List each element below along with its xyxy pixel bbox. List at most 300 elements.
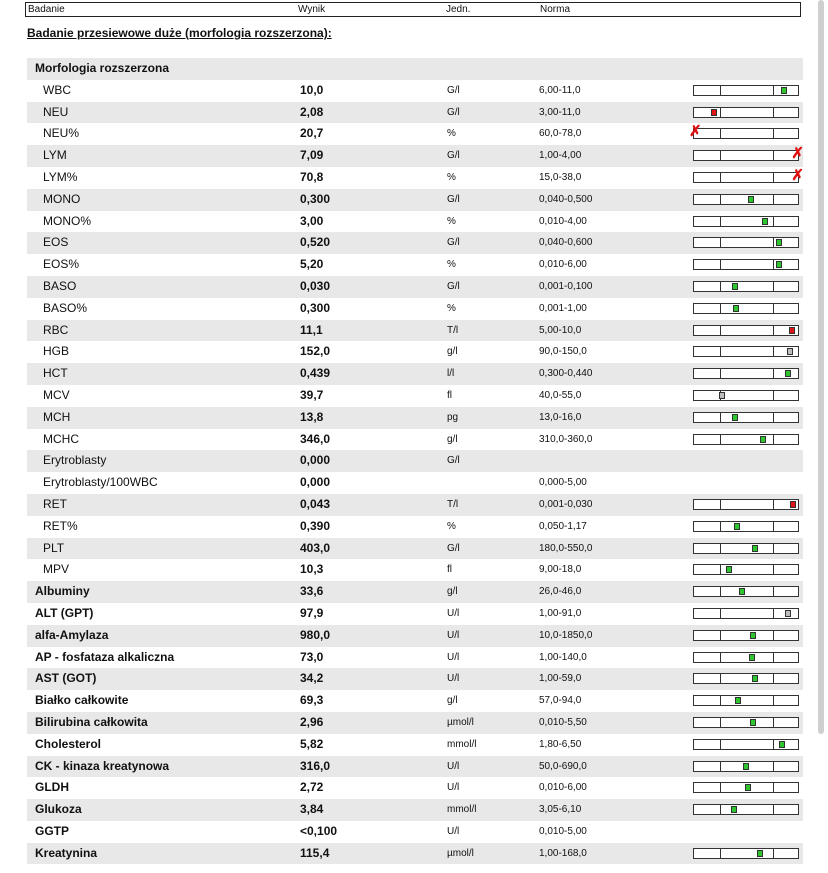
gauge-tick-high bbox=[773, 173, 774, 182]
range-gauge bbox=[693, 237, 799, 248]
reference-range: 0,040-0,600 bbox=[539, 237, 593, 249]
result-value: 0,043 bbox=[300, 496, 331, 511]
result-row bbox=[27, 189, 803, 211]
gauge-tick-low bbox=[720, 783, 721, 792]
gauge-tick-high bbox=[773, 435, 774, 444]
result-unit: % bbox=[447, 215, 456, 227]
test-name: RET bbox=[43, 496, 67, 511]
range-gauge bbox=[693, 281, 799, 292]
out-of-scale-x-icon: ✗ bbox=[791, 166, 804, 184]
test-name: LYM bbox=[43, 148, 67, 163]
result-value: 10,0 bbox=[300, 82, 324, 97]
gauge-tick-high bbox=[773, 849, 774, 858]
results-table bbox=[27, 58, 803, 864]
result-row bbox=[27, 407, 803, 429]
gauge-tick-low bbox=[720, 173, 721, 182]
gauge-tick-low bbox=[720, 718, 721, 727]
result-row bbox=[27, 276, 803, 298]
result-unit: T/l bbox=[447, 498, 459, 510]
result-row bbox=[27, 298, 803, 320]
reference-range: 9,00-18,0 bbox=[539, 564, 582, 576]
value-marker bbox=[757, 850, 763, 857]
gauge-tick-low bbox=[720, 522, 721, 531]
reference-range: 0,010-6,00 bbox=[539, 782, 587, 794]
result-row bbox=[27, 516, 803, 538]
range-gauge bbox=[693, 259, 799, 270]
result-value: 0,390 bbox=[300, 518, 331, 533]
range-gauge bbox=[693, 521, 799, 532]
result-unit: % bbox=[447, 128, 456, 140]
gauge-tick-low bbox=[720, 108, 721, 117]
value-marker bbox=[749, 654, 755, 661]
result-value: 3,84 bbox=[300, 802, 324, 817]
range-gauge bbox=[693, 434, 799, 445]
value-marker bbox=[739, 588, 745, 595]
gauge-tick-high bbox=[773, 718, 774, 727]
value-marker bbox=[776, 239, 782, 246]
result-value: 2,08 bbox=[300, 104, 324, 119]
result-row bbox=[27, 777, 803, 799]
value-marker bbox=[790, 501, 796, 508]
result-value: <0,100 bbox=[300, 823, 338, 838]
value-marker bbox=[734, 523, 740, 530]
reference-range: 3,05-6,10 bbox=[539, 804, 582, 816]
value-marker bbox=[750, 719, 756, 726]
gauge-tick-low bbox=[720, 129, 721, 138]
result-row bbox=[27, 821, 803, 843]
gauge-tick-low bbox=[720, 260, 721, 269]
result-value: 70,8 bbox=[300, 169, 324, 184]
result-unit: mmol/l bbox=[447, 738, 477, 750]
range-gauge bbox=[693, 368, 799, 379]
reference-range: 1,00-168,0 bbox=[539, 847, 587, 859]
gauge-tick-high bbox=[773, 740, 774, 749]
result-value: 115,4 bbox=[300, 845, 330, 860]
reference-range: 10,0-1850,0 bbox=[539, 629, 593, 641]
gauge-tick-low bbox=[720, 369, 721, 378]
out-of-scale-x-icon: ✗ bbox=[689, 123, 702, 141]
reference-range: 0,001-1,00 bbox=[539, 302, 587, 314]
value-marker bbox=[752, 675, 758, 682]
range-gauge bbox=[693, 630, 799, 641]
result-row bbox=[27, 625, 803, 647]
result-unit: G/l bbox=[447, 84, 460, 96]
gauge-tick-high bbox=[773, 326, 774, 335]
result-value: 69,3 bbox=[300, 693, 324, 708]
result-row bbox=[27, 581, 803, 603]
result-value: 10,3 bbox=[300, 562, 324, 577]
section-title: Badanie przesiewowe duże (morfologia rozszerzona): bbox=[27, 26, 332, 40]
test-name: BASO bbox=[43, 278, 77, 293]
gauge-tick-high bbox=[773, 86, 774, 95]
gauge-tick-low bbox=[720, 304, 721, 313]
range-gauge bbox=[693, 739, 799, 750]
test-name: Bilirubina całkowita bbox=[35, 714, 148, 729]
result-value: 0,439 bbox=[300, 366, 331, 381]
test-name: MCV bbox=[43, 387, 70, 402]
result-value: 0,000 bbox=[300, 453, 331, 468]
result-value: 5,20 bbox=[300, 257, 324, 272]
gauge-tick-high bbox=[773, 391, 774, 400]
result-unit: U/l bbox=[447, 760, 460, 772]
range-gauge bbox=[693, 107, 799, 118]
gauge-tick-low bbox=[720, 609, 721, 618]
gauge-tick-high bbox=[773, 347, 774, 356]
value-marker bbox=[719, 392, 725, 399]
result-row bbox=[27, 450, 803, 472]
reference-range: 40,0-55,0 bbox=[539, 389, 582, 401]
range-gauge bbox=[693, 194, 799, 205]
result-unit: fl bbox=[447, 389, 452, 401]
reference-range: 26,0-46,0 bbox=[539, 586, 582, 598]
gauge-tick-low bbox=[720, 500, 721, 509]
result-unit: % bbox=[447, 171, 456, 183]
reference-range: 0,300-0,440 bbox=[539, 368, 593, 380]
header-result: Wynik bbox=[298, 4, 326, 15]
gauge-tick-low bbox=[720, 653, 721, 662]
range-gauge bbox=[693, 564, 799, 575]
reference-range: 180,0-550,0 bbox=[539, 542, 593, 554]
table-header bbox=[25, 2, 801, 17]
range-gauge bbox=[693, 543, 799, 554]
result-value: 346,0 bbox=[300, 431, 331, 446]
result-value: 316,0 bbox=[300, 758, 331, 773]
value-marker bbox=[711, 109, 717, 116]
result-row bbox=[27, 472, 803, 494]
range-gauge bbox=[693, 695, 799, 706]
result-row bbox=[27, 559, 803, 581]
test-name: Erytroblasty/100WBC bbox=[43, 475, 158, 490]
result-row bbox=[27, 232, 803, 254]
result-value: 33,6 bbox=[300, 584, 324, 599]
gauge-tick-high bbox=[773, 587, 774, 596]
test-name: BASO% bbox=[43, 300, 88, 315]
reference-range: 1,00-140,0 bbox=[539, 651, 587, 663]
gauge-tick-low bbox=[720, 151, 721, 160]
result-row bbox=[27, 123, 803, 145]
test-name: CK - kinaza kreatynowa bbox=[35, 758, 170, 773]
reference-range: 0,010-4,00 bbox=[539, 215, 587, 227]
result-row bbox=[27, 80, 803, 102]
range-gauge bbox=[693, 303, 799, 314]
test-name: MCHC bbox=[43, 431, 79, 446]
test-name: LYM% bbox=[43, 169, 78, 184]
result-value: 7,09 bbox=[300, 148, 324, 163]
gauge-tick-low bbox=[720, 195, 721, 204]
result-unit: % bbox=[447, 259, 456, 271]
value-marker bbox=[776, 261, 782, 268]
value-marker bbox=[787, 348, 793, 355]
reference-range: 0,010-5,50 bbox=[539, 716, 587, 728]
header-test: Badanie bbox=[28, 4, 65, 15]
range-gauge bbox=[693, 216, 799, 227]
test-name: WBC bbox=[43, 82, 71, 97]
gauge-tick-low bbox=[720, 631, 721, 640]
result-row bbox=[27, 690, 803, 712]
value-marker bbox=[750, 632, 756, 639]
test-name: NEU% bbox=[43, 126, 80, 141]
test-name: Białko całkowite bbox=[35, 693, 129, 708]
result-value: 403,0 bbox=[300, 540, 331, 555]
result-value: 97,9 bbox=[300, 605, 324, 620]
result-unit: g/l bbox=[447, 695, 458, 707]
gauge-tick-low bbox=[720, 805, 721, 814]
test-name: HCT bbox=[43, 366, 68, 381]
group-header-row bbox=[27, 58, 803, 80]
test-name: AP - fosfataza alkaliczna bbox=[35, 649, 175, 664]
test-name: MONO bbox=[43, 191, 81, 206]
result-unit: G/l bbox=[447, 280, 460, 292]
gauge-tick-high bbox=[773, 413, 774, 422]
result-unit: g/l bbox=[447, 586, 458, 598]
gauge-tick-high bbox=[773, 260, 774, 269]
range-gauge bbox=[693, 412, 799, 423]
result-value: 20,7 bbox=[300, 126, 324, 141]
gauge-tick-high bbox=[773, 696, 774, 705]
result-row bbox=[27, 211, 803, 233]
range-gauge bbox=[693, 499, 799, 510]
range-gauge bbox=[693, 586, 799, 597]
reference-range: 0,001-0,030 bbox=[539, 498, 593, 510]
result-row bbox=[27, 647, 803, 669]
range-gauge bbox=[693, 717, 799, 728]
gauge-tick-high bbox=[773, 195, 774, 204]
test-name: Cholesterol bbox=[35, 736, 102, 751]
result-unit: mmol/l bbox=[447, 804, 477, 816]
result-value: 73,0 bbox=[300, 649, 324, 664]
gauge-tick-low bbox=[720, 565, 721, 574]
range-gauge bbox=[689, 123, 799, 141]
result-unit: g/l bbox=[447, 433, 458, 445]
result-unit: U/l bbox=[447, 782, 460, 794]
test-name: RBC bbox=[43, 322, 69, 337]
gauge-tick-low bbox=[720, 587, 721, 596]
range-gauge bbox=[693, 145, 804, 163]
value-marker bbox=[732, 283, 738, 290]
range-gauge bbox=[693, 166, 804, 184]
gauge-tick-high bbox=[773, 151, 774, 160]
range-gauge bbox=[693, 652, 799, 663]
reference-range: 310,0-360,0 bbox=[539, 433, 593, 445]
result-unit: U/l bbox=[447, 607, 460, 619]
value-marker bbox=[785, 370, 791, 377]
result-row bbox=[27, 363, 803, 385]
result-unit: U/l bbox=[447, 825, 460, 837]
result-value: 2,72 bbox=[300, 780, 324, 795]
test-name: NEU bbox=[43, 104, 69, 119]
reference-range: 15,0-38,0 bbox=[539, 171, 582, 183]
reference-range: 1,00-91,0 bbox=[539, 607, 582, 619]
value-marker bbox=[785, 610, 791, 617]
value-marker bbox=[760, 436, 766, 443]
test-name: MCH bbox=[43, 409, 71, 424]
reference-range: 3,00-11,0 bbox=[539, 106, 581, 118]
gauge-tick-high bbox=[773, 217, 774, 226]
result-row bbox=[27, 320, 803, 342]
test-name: Albuminy bbox=[35, 584, 90, 599]
reference-range: 5,00-10,0 bbox=[539, 324, 582, 336]
reference-range: 13,0-16,0 bbox=[539, 411, 582, 423]
reference-range: 60,0-78,0 bbox=[539, 128, 582, 140]
result-value: 34,2 bbox=[300, 671, 324, 686]
gauge-tick-low bbox=[720, 238, 721, 247]
test-name: HGB bbox=[43, 344, 70, 359]
range-gauge bbox=[693, 608, 799, 619]
result-row bbox=[27, 385, 803, 407]
result-unit: U/l bbox=[447, 651, 460, 663]
result-value: 0,300 bbox=[300, 191, 331, 206]
gauge-tick-high bbox=[773, 108, 774, 117]
gauge-tick-high bbox=[773, 609, 774, 618]
result-row bbox=[27, 712, 803, 734]
result-row bbox=[27, 494, 803, 516]
test-name: PLT bbox=[43, 540, 65, 555]
gauge-tick-high bbox=[773, 238, 774, 247]
gauge-tick-high bbox=[773, 369, 774, 378]
value-marker bbox=[735, 697, 741, 704]
reference-range: 6,00-11,0 bbox=[539, 84, 581, 96]
range-gauge bbox=[693, 85, 799, 96]
gauge-tick-low bbox=[720, 86, 721, 95]
gauge-tick-low bbox=[720, 282, 721, 291]
result-value: 3,00 bbox=[300, 213, 324, 228]
scrollbar[interactable] bbox=[818, 0, 824, 734]
test-name: EOS bbox=[43, 235, 69, 250]
reference-range: 90,0-150,0 bbox=[539, 346, 587, 358]
result-unit: % bbox=[447, 520, 456, 532]
reference-range: 0,001-0,100 bbox=[539, 280, 593, 292]
reference-range: 0,010-5,00 bbox=[539, 825, 587, 837]
gauge-tick-high bbox=[773, 674, 774, 683]
test-name: ALT (GPT) bbox=[35, 605, 94, 620]
result-unit: g/l bbox=[447, 346, 458, 358]
range-gauge bbox=[693, 848, 799, 859]
gauge-tick-high bbox=[773, 522, 774, 531]
test-name: RET% bbox=[43, 518, 78, 533]
range-gauge bbox=[693, 782, 799, 793]
result-value: 0,000 bbox=[300, 475, 331, 490]
gauge-tick-high bbox=[773, 762, 774, 771]
gauge-tick-low bbox=[720, 740, 721, 749]
result-row bbox=[27, 167, 803, 189]
result-row bbox=[27, 756, 803, 778]
gauge-tick-high bbox=[773, 500, 774, 509]
gauge-tick-high bbox=[773, 565, 774, 574]
result-unit: U/l bbox=[447, 629, 460, 641]
gauge-tick-high bbox=[773, 304, 774, 313]
reference-range: 0,050-1,17 bbox=[539, 520, 587, 532]
result-row bbox=[27, 538, 803, 560]
value-marker bbox=[731, 806, 737, 813]
reference-range: 0,040-0,500 bbox=[539, 193, 593, 205]
gauge-tick-high bbox=[773, 631, 774, 640]
result-row bbox=[27, 668, 803, 690]
result-unit: fl bbox=[447, 564, 452, 576]
result-unit: G/l bbox=[447, 150, 460, 162]
result-unit: % bbox=[447, 302, 456, 314]
value-marker bbox=[726, 566, 732, 573]
gauge-tick-low bbox=[720, 217, 721, 226]
result-value: 2,96 bbox=[300, 714, 324, 729]
value-marker bbox=[733, 305, 739, 312]
result-row bbox=[27, 145, 803, 167]
value-marker bbox=[781, 87, 787, 94]
test-name: EOS% bbox=[43, 257, 80, 272]
header-norm: Norma bbox=[540, 4, 571, 15]
gauge-tick-low bbox=[720, 413, 721, 422]
result-row bbox=[27, 734, 803, 756]
reference-range: 57,0-94,0 bbox=[539, 695, 582, 707]
result-value: 980,0 bbox=[300, 627, 331, 642]
test-name: Erytroblasty bbox=[43, 453, 107, 468]
gauge-tick-low bbox=[720, 696, 721, 705]
result-value: 0,300 bbox=[300, 300, 331, 315]
value-marker bbox=[745, 784, 751, 791]
result-unit: G/l bbox=[447, 193, 460, 205]
result-unit: G/l bbox=[447, 455, 460, 467]
reference-range: 1,00-4,00 bbox=[539, 150, 582, 162]
reference-range: 1,00-59,0 bbox=[539, 673, 582, 685]
result-row bbox=[27, 102, 803, 124]
result-unit: G/l bbox=[447, 237, 460, 249]
result-value: 5,82 bbox=[300, 736, 324, 751]
test-name: AST (GOT) bbox=[35, 671, 97, 686]
gauge-tick-high bbox=[773, 783, 774, 792]
range-gauge bbox=[693, 390, 799, 401]
result-row bbox=[27, 341, 803, 363]
result-unit: G/l bbox=[447, 542, 460, 554]
result-unit: µmol/l bbox=[447, 847, 474, 859]
reference-range: 0,010-6,00 bbox=[539, 259, 587, 271]
value-marker bbox=[732, 414, 738, 421]
result-value: 13,8 bbox=[300, 409, 324, 424]
result-unit: T/l bbox=[447, 324, 459, 336]
header-unit: Jedn. bbox=[446, 4, 471, 15]
value-marker bbox=[762, 218, 768, 225]
range-gauge bbox=[693, 804, 799, 815]
value-marker bbox=[752, 545, 758, 552]
result-unit: pg bbox=[447, 411, 459, 423]
result-row bbox=[27, 799, 803, 821]
gauge-tick-high bbox=[773, 805, 774, 814]
result-row bbox=[27, 429, 803, 451]
value-marker bbox=[748, 196, 754, 203]
test-name: GGTP bbox=[35, 823, 70, 838]
reference-range: 0,000-5,00 bbox=[539, 477, 587, 489]
out-of-scale-x-icon: ✗ bbox=[791, 145, 804, 163]
group-title: Morfologia rozszerzona bbox=[35, 61, 170, 75]
gauge-tick-high bbox=[773, 544, 774, 553]
gauge-tick-high bbox=[773, 129, 774, 138]
result-unit: U/l bbox=[447, 673, 460, 685]
reference-range: 50,0-690,0 bbox=[539, 760, 587, 772]
test-name: Glukoza bbox=[35, 802, 82, 817]
test-name: MPV bbox=[43, 562, 70, 577]
result-unit: l/l bbox=[447, 368, 455, 380]
gauge-tick-low bbox=[720, 435, 721, 444]
gauge-tick-low bbox=[720, 762, 721, 771]
gauge-tick-low bbox=[720, 674, 721, 683]
test-name: Kreatynina bbox=[35, 845, 98, 860]
gauge-tick-high bbox=[773, 282, 774, 291]
value-marker bbox=[779, 741, 785, 748]
result-row bbox=[27, 254, 803, 276]
value-marker bbox=[743, 763, 749, 770]
gauge-tick-high bbox=[773, 653, 774, 662]
gauge-tick-low bbox=[720, 544, 721, 553]
result-unit: G/l bbox=[447, 106, 460, 118]
result-value: 11,1 bbox=[300, 322, 323, 337]
